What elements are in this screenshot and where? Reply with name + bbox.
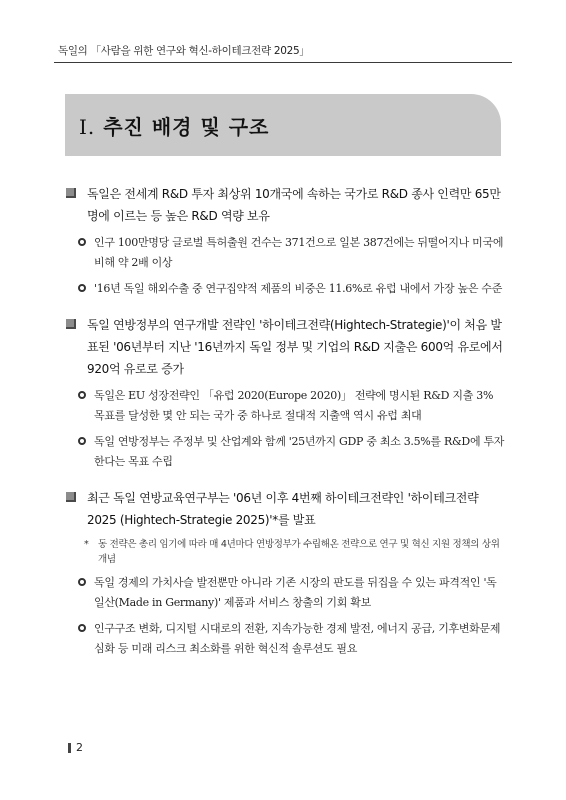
page-number: 2 xyxy=(68,741,83,754)
bullet-2 xyxy=(60,314,506,380)
sub-bullet-text: 독일 경제의 가치사슬 발전뿐만 아니라 기존 시장의 판도를 뒤집을 수 있는 파격적인 '독일산(Made in Germany)' 제품과 서비스 창출의 기회 확보 xyxy=(94,576,497,609)
footnote xyxy=(60,537,506,567)
sub-bullet-text: 인구구조 변화, 디지털 시대로의 전환, 지속가능한 경제 발전, 에너지 공급, 기후변화문제 심화 등 미래 리스크 최소화를 위한 혁신적 솔루션도 필요 xyxy=(94,622,501,655)
sub-bullet-text: 인구 100만명당 글로벌 특허출원 건수는 371건으로 일본 387건에는 뒤떨어지나 미국에 비해 약 2배 이상 xyxy=(94,236,504,269)
sub-bullet-3-1 xyxy=(60,573,506,613)
section-banner xyxy=(65,94,501,156)
bullet-1-text: 독일은 전세계 R&D 투자 최상위 10개국에 속하는 국가로 R&D 종사 인력만 65만 명에 이르는 등 높은 R&D 역량 보유 xyxy=(87,187,501,223)
sub-bullet-text: 독일 연방정부는 주정부 및 산업계와 함께 '25년까지 GDP 중 최소 3.5%를 R&D에 투자한다는 목표 수립 xyxy=(94,435,505,468)
sub-bullet-1-1 xyxy=(60,233,506,273)
circle-bullet-icon xyxy=(78,578,86,586)
bullet-3-text: 최근 독일 연방교육연구부는 '06년 이후 4번째 하이테크전략인 '하이테크전략 2025 (Hightech-Strategie 2025)'*를 발표 xyxy=(87,491,479,527)
circle-bullet-icon xyxy=(78,624,86,632)
sub-bullet-2-1 xyxy=(60,386,506,426)
square-bullet-icon xyxy=(66,492,76,502)
section-title-text: 추진 배경 및 구조 xyxy=(103,115,270,139)
sub-bullet-text: 독일은 EU 성장전략인 「유럽 2020(Europe 2020)」 전략에 명시된 R&D 지출 3% 목표를 달성한 몇 안 되는 국가 중 하나로 절대적 지출액 역시 유럽 최대 xyxy=(94,389,494,422)
square-bullet-icon xyxy=(66,319,76,329)
circle-bullet-icon xyxy=(78,437,86,445)
circle-bullet-icon xyxy=(78,284,86,292)
square-bullet-icon xyxy=(66,188,76,198)
footnote-mark: * xyxy=(84,539,89,550)
section-numeral: Ⅰ. xyxy=(79,115,96,139)
sub-bullet-3-2 xyxy=(60,619,506,659)
sub-bullet-text: '16년 독일 해외수출 중 연구집약적 제품의 비중은 11.6%로 유럽 내에서 가장 높은 수준 xyxy=(94,282,503,295)
footnote-text: 동 전략은 총리 임기에 따라 매 4년마다 연방정부가 수립해온 전략으로 연구 및 혁신 지원 정책의 상위개념 xyxy=(98,539,500,565)
body-content xyxy=(60,183,506,659)
sub-bullet-1-2 xyxy=(60,279,506,299)
bullet-3 xyxy=(60,487,506,531)
circle-bullet-icon xyxy=(78,238,86,246)
bullet-2-text: 독일 연방정부의 연구개발 전략인 '하이테크전략(Hightech-Strategie)'이 처음 발표된 '06년부터 지난 '16년까지 독일 정부 및 기업의 R&D 지출은 600억 유로에서 920억 유로로 증가 xyxy=(87,318,503,376)
circle-bullet-icon xyxy=(78,391,86,399)
section-title xyxy=(79,111,269,140)
sub-bullet-2-2 xyxy=(60,432,506,472)
running-header: 독일의 「사람을 위한 연구와 혁신-하이테크전략 2025」 xyxy=(58,45,310,57)
header-rule xyxy=(54,62,512,63)
bullet-1 xyxy=(60,183,506,227)
